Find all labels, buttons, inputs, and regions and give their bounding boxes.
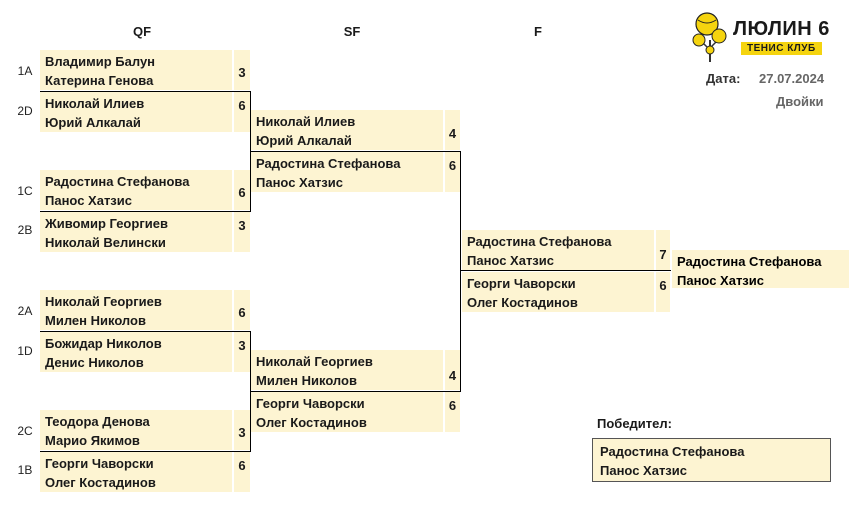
category-label: Двойки [776,94,824,109]
team-cell [251,392,443,432]
player-name: Панос Хатзис [256,175,343,190]
team-cell [251,110,443,150]
player-name: Николай Велински [45,235,166,250]
winner-label: Победител: [597,416,672,431]
player-name: Владимир Балун [45,54,156,69]
score-cell: 6 [234,452,250,492]
bracket-line [460,151,461,391]
score-cell: 6 [234,290,250,330]
score-cell: 6 [234,92,250,132]
score-cell: 6 [445,392,460,432]
seed-label: 1B [17,463,33,477]
player-name: Георги Чаворски [45,456,154,471]
player-name: Божидар Николов [45,336,162,351]
team-cell [40,170,232,210]
player-name: Олег Костадинов [45,475,156,490]
player-name: Теодора Денова [45,414,150,429]
team-cell [40,92,232,132]
player-name: Николай Илиев [256,114,356,129]
score-cell: 3 [234,212,250,252]
team-cell [40,50,232,90]
score-cell: 4 [445,110,460,150]
player-name: Радостина Стефанова [256,156,401,171]
score-cell: 3 [234,332,250,372]
seed-label: 2C [17,424,33,438]
player-name: Панос Хатзис [677,273,764,288]
winner-box [592,438,831,482]
player-name: Радостина Стефанова [677,254,822,269]
seed-label: 2D [17,104,33,118]
player-name: Радостина Стефанова [600,444,745,459]
team-cell [40,410,232,450]
score-cell: 4 [445,350,460,390]
header-f: F [534,24,542,39]
player-name: Марио Якимов [45,433,140,448]
seed-label: 1D [17,344,33,358]
player-name: Радостина Стефанова [467,234,612,249]
player-name: Олег Костадинов [256,415,367,430]
player-name: Юрий Алкалай [256,133,352,148]
score-cell: 3 [234,410,250,450]
team-cell [462,230,654,270]
bracket-line [40,331,251,332]
team-cell [40,452,232,492]
team-cell [251,350,443,390]
score-cell: 6 [445,152,460,192]
seed-label: 1A [17,64,33,78]
seed-label: 2B [17,223,33,237]
player-name: Георги Чаворски [256,396,365,411]
player-name: Георги Чаворски [467,276,576,291]
bracket-line [40,211,251,212]
header-sf: SF [343,24,361,39]
team-cell [251,152,443,192]
player-name: Юрий Алкалай [45,115,141,130]
logo-name: ЛЮЛИН 6 [733,18,830,40]
bracket-line [40,451,251,452]
player-name: Николай Илиев [45,96,145,111]
player-name: Панос Хатзис [467,253,554,268]
logo-subtitle: ТЕНИС КЛУБ [741,42,822,55]
bracket-line [460,270,671,271]
seed-label: 1C [17,184,33,198]
bracket-line [40,91,251,92]
player-name: Николай Георгиев [256,354,373,369]
player-name: Панос Хатзис [600,463,687,478]
score-cell: 6 [234,170,250,210]
team-cell [40,332,232,372]
team-cell [462,272,654,312]
player-name: Николай Георгиев [45,294,162,309]
player-name: Денис Николов [45,355,144,370]
player-name: Катерина Генова [45,73,154,88]
team-cell [40,290,232,330]
player-name: Милен Николов [256,373,357,388]
player-name: Радостина Стефанова [45,174,190,189]
date-value: 27.07.2024 [759,71,825,86]
player-name: Панос Хатзис [45,193,132,208]
score-cell: 3 [234,50,250,90]
player-name: Живомир Георгиев [45,216,168,231]
team-cell [40,212,232,252]
date-label: Дата: [706,71,741,86]
header-qf: QF [132,24,152,39]
score-cell: 7 [656,230,670,270]
score-cell: 6 [656,272,670,312]
seed-label: 2A [17,304,33,318]
player-name: Олег Костадинов [467,295,578,310]
player-name: Милен Николов [45,313,146,328]
champion-cell [672,250,849,288]
